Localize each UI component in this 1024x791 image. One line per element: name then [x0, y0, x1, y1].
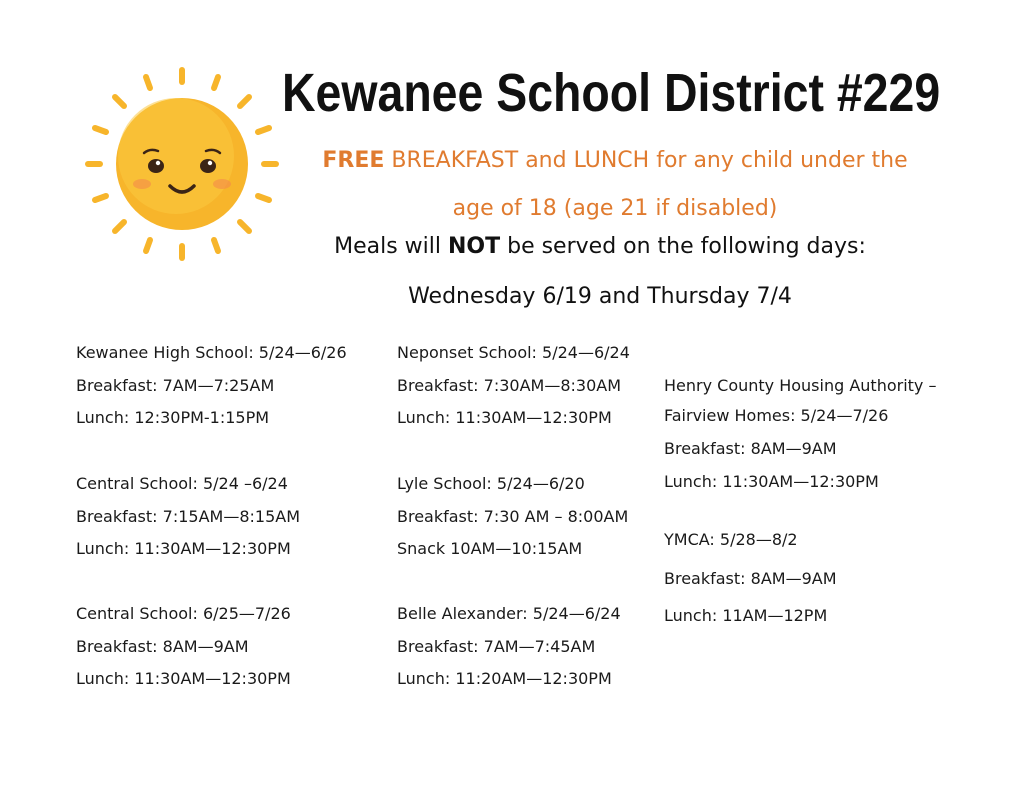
- closure-prefix: Meals will: [334, 234, 448, 259]
- free-meals-text: BREAKFAST and LUNCH for any child under the: [384, 148, 908, 173]
- site-henry-county-breakfast: Breakfast: 8AM—9AM: [664, 439, 837, 458]
- site-kewanee-high-lunch: Lunch: 12:30PM-1:15PM: [76, 408, 270, 427]
- site-central-1-breakfast: Breakfast: 7:15AM—8:15AM: [76, 507, 300, 526]
- site-central-1-lunch: Lunch: 11:30AM—12:30PM: [76, 539, 291, 558]
- smiling-sun-icon: [84, 66, 280, 262]
- site-central-2-lunch: Lunch: 11:30AM—12:30PM: [76, 669, 291, 688]
- site-central-2-breakfast: Breakfast: 8AM—9AM: [76, 637, 249, 656]
- site-belle-alexander-name: Belle Alexander: 5/24—6/24: [397, 604, 621, 623]
- free-meals-line-2: age of 18 (age 21 if disabled): [452, 196, 778, 221]
- site-central-1-name: Central School: 5/24 –6/24: [76, 474, 288, 493]
- site-neponset-name: Neponset School: 5/24—6/24: [397, 343, 630, 362]
- site-neponset-lunch: Lunch: 11:30AM—12:30PM: [397, 408, 612, 427]
- site-henry-county-name-2: Fairview Homes: 5/24—7/26: [664, 406, 889, 425]
- closure-notice: [310, 234, 890, 259]
- free-word: FREE: [322, 148, 385, 173]
- site-lyle-name: Lyle School: 5/24—6/20: [397, 474, 585, 493]
- site-ymca-breakfast: Breakfast: 8AM—9AM: [664, 569, 837, 588]
- closure-suffix: be served on the following days:: [500, 234, 866, 259]
- site-ymca-lunch: Lunch: 11AM—12PM: [664, 606, 828, 625]
- site-neponset-breakfast: Breakfast: 7:30AM—8:30AM: [397, 376, 621, 395]
- site-henry-county-lunch: Lunch: 11:30AM—12:30PM: [664, 472, 879, 491]
- page-title: Kewanee School District #229: [282, 63, 941, 123]
- site-lyle-snack: Snack 10AM—10:15AM: [397, 539, 583, 558]
- site-henry-county-name-1: Henry County Housing Authority –: [664, 376, 937, 395]
- site-belle-alexander-breakfast: Breakfast: 7AM—7:45AM: [397, 637, 596, 656]
- site-lyle-breakfast: Breakfast: 7:30 AM – 8:00AM: [397, 507, 629, 526]
- site-kewanee-high-name: Kewanee High School: 5/24—6/26: [76, 343, 347, 362]
- site-belle-alexander-lunch: Lunch: 11:20AM—12:30PM: [397, 669, 612, 688]
- closure-emphasis: NOT: [447, 234, 501, 259]
- sun-cheek: [213, 179, 231, 189]
- site-kewanee-high-breakfast: Breakfast: 7AM—7:25AM: [76, 376, 275, 395]
- site-ymca-name: YMCA: 5/28—8/2: [664, 530, 798, 549]
- free-meals-line-1: [300, 148, 930, 173]
- closure-dates: Wednesday 6/19 and Thursday 7/4: [408, 284, 792, 309]
- sun-cheek: [133, 179, 151, 189]
- site-central-2-name: Central School: 6/25—7/26: [76, 604, 291, 623]
